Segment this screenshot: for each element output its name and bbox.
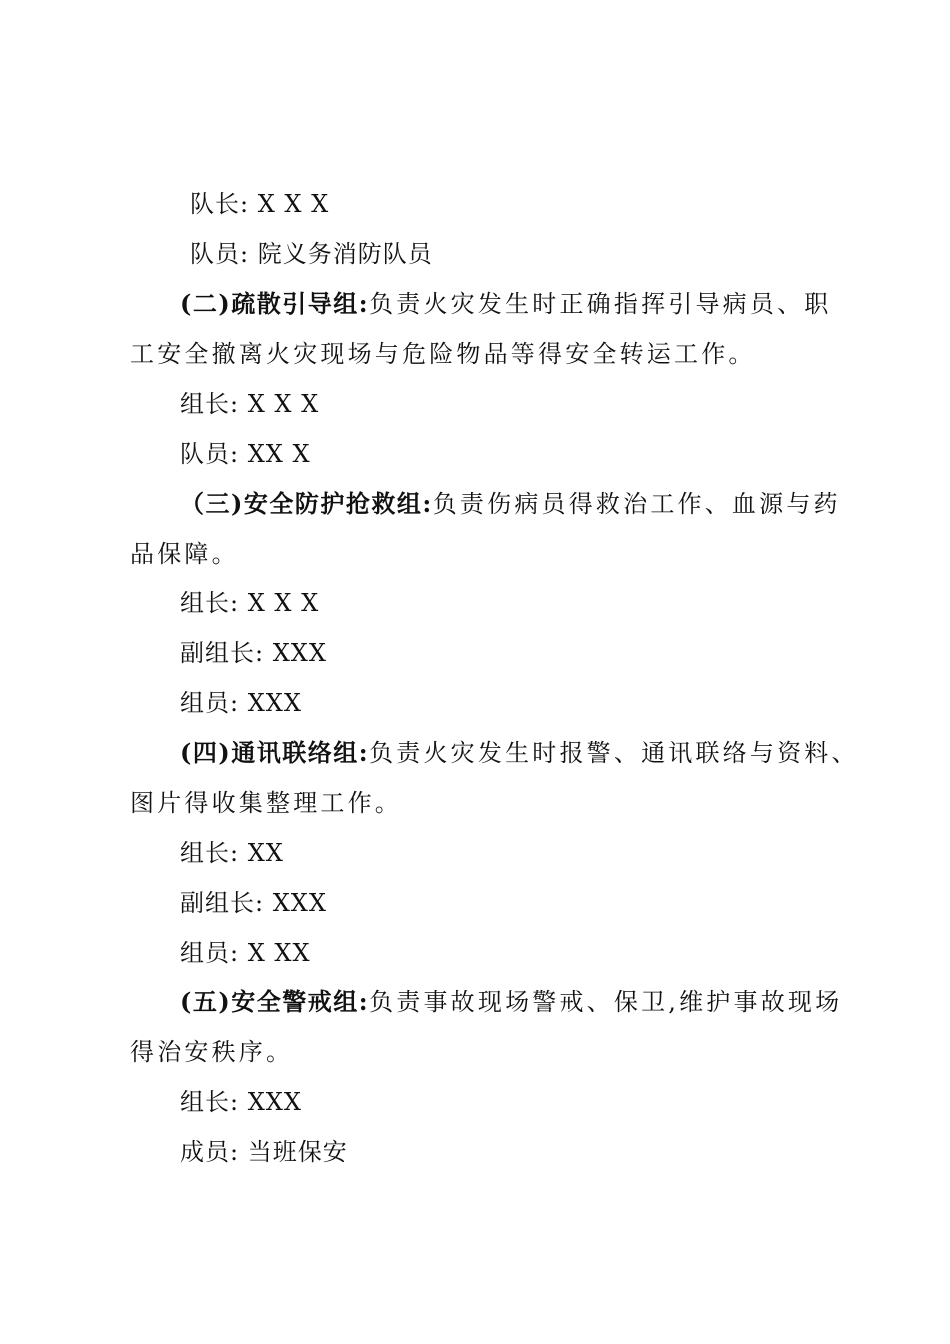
section-security-leader: 组长: XXX [180, 1088, 302, 1116]
section-communication-desc: 负责火灾发生时报警、通讯联络与资料、 [369, 739, 859, 767]
section-rescue-line1 [180, 489, 841, 519]
team-leader: 队长: X X X [190, 190, 330, 218]
section-evacuation-line1 [180, 289, 831, 319]
section-security-line1 [180, 987, 842, 1017]
section-evacuation-members: 队员: XX X [180, 440, 311, 468]
section-communication-line2: 图片得收集整理工作。 [130, 789, 402, 817]
section-communication-leader: 组长: XX [180, 839, 284, 867]
section-rescue-heading: （三)安全防护抢救组: [180, 489, 433, 518]
section-evacuation-leader: 组长: X X X [180, 390, 320, 418]
section-communication-deputy: 副组长: XXX [180, 889, 327, 917]
team-members: 队员: 院义务消防队员 [190, 240, 433, 268]
section-communication-heading: (四)通讯联络组: [180, 738, 370, 767]
section-security-line2: 得治安秩序。 [130, 1038, 294, 1066]
section-communication-line1 [180, 738, 859, 768]
section-rescue-desc: 负责伤病员得救治工作、血源与药 [432, 490, 841, 518]
section-evacuation-line2: 工安全撤离火灾现场与危险物品等得安全转运工作。 [130, 340, 756, 368]
section-evacuation-heading: (二)疏散引导组: [180, 289, 370, 318]
section-security-desc: 负责事故现场警戒、保卫,维护事故现场 [369, 988, 843, 1016]
section-evacuation-desc: 负责火灾发生时正确指挥引导病员、职 [369, 290, 832, 318]
section-security-members: 成员: 当班保安 [180, 1138, 348, 1166]
section-rescue-members: 组员: XXX [180, 689, 302, 717]
section-rescue-leader: 组长: X X X [180, 589, 320, 617]
section-rescue-line2: 品保障。 [130, 540, 239, 568]
section-rescue-deputy: 副组长: XXX [180, 639, 327, 667]
section-communication-members: 组员: X XX [180, 939, 311, 967]
section-security-heading: (五)安全警戒组: [180, 987, 370, 1016]
